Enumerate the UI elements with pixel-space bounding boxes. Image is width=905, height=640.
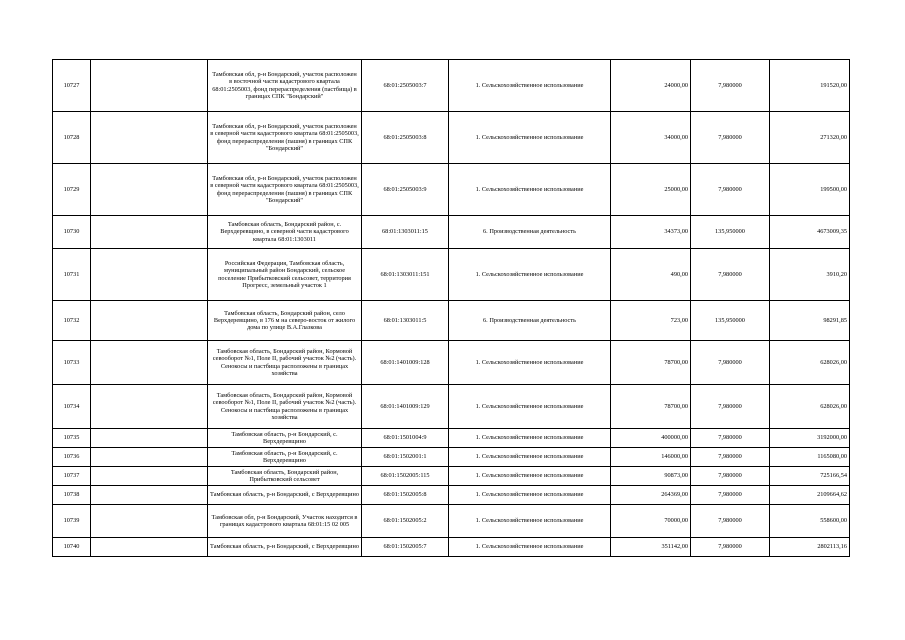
- address-cell: Тамбовская область, Бондарский район, Прибытковский сельсовет: [208, 467, 362, 486]
- address-cell: Тамбовская обл, р-н Бондарский, Участок находится в границах кадастрового квартала 68:01:15 02 005: [208, 505, 362, 538]
- cadastral-value-cell: 558600,00: [770, 505, 850, 538]
- table-row: [53, 341, 850, 385]
- area-cell: 78700,00: [611, 385, 691, 429]
- land-use-cell: 1. Сельскохозяйственное использование: [449, 538, 611, 557]
- table-row: [53, 301, 850, 341]
- table-row: [53, 429, 850, 448]
- rate-cell: 7,980000: [691, 429, 770, 448]
- land-valuation-table: [52, 59, 850, 557]
- empty-cell: [91, 301, 208, 341]
- rate-cell: 135,950000: [691, 216, 770, 249]
- address-cell: Тамбовская область, р-н Бондарский, с Верхдеревщино: [208, 538, 362, 557]
- cadastral-value-cell: 199500,00: [770, 164, 850, 216]
- area-cell: 34373,00: [611, 216, 691, 249]
- rate-cell: 7,980000: [691, 538, 770, 557]
- empty-cell: [91, 538, 208, 557]
- table-row: [53, 60, 850, 112]
- empty-cell: [91, 385, 208, 429]
- table-row: [53, 486, 850, 505]
- cadastral-value-cell: 271320,00: [770, 112, 850, 164]
- address-cell: Тамбовская область, р-н Бондарский, с. Верхдеревщино: [208, 448, 362, 467]
- address-cell: Тамбовская область, Бондарский район, Кормовой севооборот №1, Поле II, рабочий участок №2 (часть). Сенокосы и пастбища расположены в границах хозяйства: [208, 341, 362, 385]
- cadastral-number-cell: 68:01:2505003:8: [362, 112, 449, 164]
- row-number: 10731: [53, 249, 91, 301]
- cadastral-number-cell: 68:01:1303011:151: [362, 249, 449, 301]
- land-use-cell: 1. Сельскохозяйственное использование: [449, 467, 611, 486]
- address-cell: Российская Федерация, Тамбовская область, муниципальный район Бондарский, сельское поселение Прибытковский сельсовет, территория Прогресс, земельный участок 1: [208, 249, 362, 301]
- land-use-cell: 1. Сельскохозяйственное использование: [449, 164, 611, 216]
- table-row: [53, 467, 850, 486]
- cadastral-value-cell: 191520,00: [770, 60, 850, 112]
- area-cell: 490,00: [611, 249, 691, 301]
- area-cell: 24000,00: [611, 60, 691, 112]
- cadastral-number-cell: 68:01:2505003:7: [362, 60, 449, 112]
- land-use-cell: 1. Сельскохозяйственное использование: [449, 385, 611, 429]
- cadastral-value-cell: 725166,54: [770, 467, 850, 486]
- address-cell: Тамбовская обл, р-н Бондарский, участок расположен в северной части кадастрового квартала 68:01:2505003, фонд перераспределения (пашня) в границах СПК "Бондарский": [208, 164, 362, 216]
- empty-cell: [91, 112, 208, 164]
- cadastral-number-cell: 68:01:1502005:115: [362, 467, 449, 486]
- land-use-cell: 1. Сельскохозяйственное использование: [449, 249, 611, 301]
- cadastral-value-cell: 3192000,00: [770, 429, 850, 448]
- area-cell: 70000,00: [611, 505, 691, 538]
- rate-cell: 7,980000: [691, 60, 770, 112]
- row-number: 10738: [53, 486, 91, 505]
- table-row: [53, 216, 850, 249]
- area-cell: 25000,00: [611, 164, 691, 216]
- address-cell: Тамбовская область, Бондарский район, село Верхдеревщино, в 176 м на северо-восток от жилого дома по улице В.А.Глазкова: [208, 301, 362, 341]
- cadastral-value-cell: 628026,00: [770, 341, 850, 385]
- empty-cell: [91, 486, 208, 505]
- rate-cell: 7,980000: [691, 341, 770, 385]
- row-number: 10727: [53, 60, 91, 112]
- cadastral-number-cell: 68:01:1303011:15: [362, 216, 449, 249]
- cadastral-value-cell: 628026,00: [770, 385, 850, 429]
- land-use-cell: 6. Производственная деятельность: [449, 301, 611, 341]
- cadastral-number-cell: 68:01:1502005:7: [362, 538, 449, 557]
- table-row: [53, 538, 850, 557]
- area-cell: 264369,00: [611, 486, 691, 505]
- row-number: 10730: [53, 216, 91, 249]
- empty-cell: [91, 429, 208, 448]
- cadastral-number-cell: 68:01:1303011:5: [362, 301, 449, 341]
- rate-cell: 7,980000: [691, 448, 770, 467]
- table-body: [53, 60, 850, 557]
- row-number: 10735: [53, 429, 91, 448]
- cadastral-value-cell: 1165080,00: [770, 448, 850, 467]
- empty-cell: [91, 249, 208, 301]
- rate-cell: 7,980000: [691, 467, 770, 486]
- rate-cell: 7,980000: [691, 249, 770, 301]
- area-cell: 78700,00: [611, 341, 691, 385]
- table-row: [53, 164, 850, 216]
- cadastral-number-cell: 68:01:1501004:9: [362, 429, 449, 448]
- cadastral-number-cell: 68:01:1502001:1: [362, 448, 449, 467]
- area-cell: 34000,00: [611, 112, 691, 164]
- rate-cell: 7,980000: [691, 164, 770, 216]
- land-use-cell: 1. Сельскохозяйственное использование: [449, 429, 611, 448]
- empty-cell: [91, 164, 208, 216]
- cadastral-value-cell: 2109664,62: [770, 486, 850, 505]
- table-row: [53, 505, 850, 538]
- address-cell: Тамбовская обл, р-н Бондарский, участок расположен в северной части кадастрового квартала 68:01:2505003, фонд перераспределения (пашня) в границах СПК "Бондарский": [208, 112, 362, 164]
- land-use-cell: 6. Производственная деятельность: [449, 216, 611, 249]
- area-cell: 90873,00: [611, 467, 691, 486]
- table-row: [53, 385, 850, 429]
- row-number: 10737: [53, 467, 91, 486]
- cadastral-number-cell: 68:01:1502005:8: [362, 486, 449, 505]
- empty-cell: [91, 448, 208, 467]
- table-row: [53, 249, 850, 301]
- cadastral-number-cell: 68:01:1502005:2: [362, 505, 449, 538]
- empty-cell: [91, 60, 208, 112]
- table-row: [53, 112, 850, 164]
- cadastral-value-cell: 2802113,16: [770, 538, 850, 557]
- address-cell: Тамбовская область, р-н Бондарский, с. Верхдеревщино: [208, 429, 362, 448]
- address-cell: Тамбовская обл, р-н Бондарский, участок расположен в восточной части кадастрового квартала 68:01:2505003, фонд перераспределения (пастбища) в границах СПК "Бондарский": [208, 60, 362, 112]
- cadastral-value-cell: 3910,20: [770, 249, 850, 301]
- table-row: [53, 448, 850, 467]
- area-cell: 351142,00: [611, 538, 691, 557]
- rate-cell: 7,980000: [691, 385, 770, 429]
- rate-cell: 7,980000: [691, 486, 770, 505]
- empty-cell: [91, 216, 208, 249]
- rate-cell: 135,950000: [691, 301, 770, 341]
- empty-cell: [91, 341, 208, 385]
- cadastral-value-cell: 98291,85: [770, 301, 850, 341]
- cadastral-number-cell: 68:01:2505003:9: [362, 164, 449, 216]
- row-number: 10736: [53, 448, 91, 467]
- row-number: 10732: [53, 301, 91, 341]
- rate-cell: 7,980000: [691, 505, 770, 538]
- row-number: 10733: [53, 341, 91, 385]
- area-cell: 723,00: [611, 301, 691, 341]
- address-cell: Тамбовская область, р-н Бондарский, с Верхдеревщино: [208, 486, 362, 505]
- cadastral-value-cell: 4673009,35: [770, 216, 850, 249]
- rate-cell: 7,980000: [691, 112, 770, 164]
- row-number: 10729: [53, 164, 91, 216]
- empty-cell: [91, 505, 208, 538]
- land-use-cell: 1. Сельскохозяйственное использование: [449, 448, 611, 467]
- row-number: 10740: [53, 538, 91, 557]
- land-use-cell: 1. Сельскохозяйственное использование: [449, 505, 611, 538]
- row-number: 10728: [53, 112, 91, 164]
- land-use-cell: 1. Сельскохозяйственное использование: [449, 341, 611, 385]
- row-number: 10734: [53, 385, 91, 429]
- address-cell: Тамбовская область, Бондарский район, Кормовой севооборот №1, Поле II, рабочий участок №2 (часть). Сенокосы и пастбища расположены в границах хозяйства: [208, 385, 362, 429]
- area-cell: 146000,00: [611, 448, 691, 467]
- cadastral-number-cell: 68:01:1401009:128: [362, 341, 449, 385]
- row-number: 10739: [53, 505, 91, 538]
- address-cell: Тамбовская область, Бондарский район, с. Верхдеревщино, в северной части кадастрового квартала 68:01:1303011: [208, 216, 362, 249]
- land-use-cell: 1. Сельскохозяйственное использование: [449, 112, 611, 164]
- cadastral-number-cell: 68:01:1401009:129: [362, 385, 449, 429]
- area-cell: 400000,00: [611, 429, 691, 448]
- land-use-cell: 1. Сельскохозяйственное использование: [449, 486, 611, 505]
- land-use-cell: 1. Сельскохозяйственное использование: [449, 60, 611, 112]
- empty-cell: [91, 467, 208, 486]
